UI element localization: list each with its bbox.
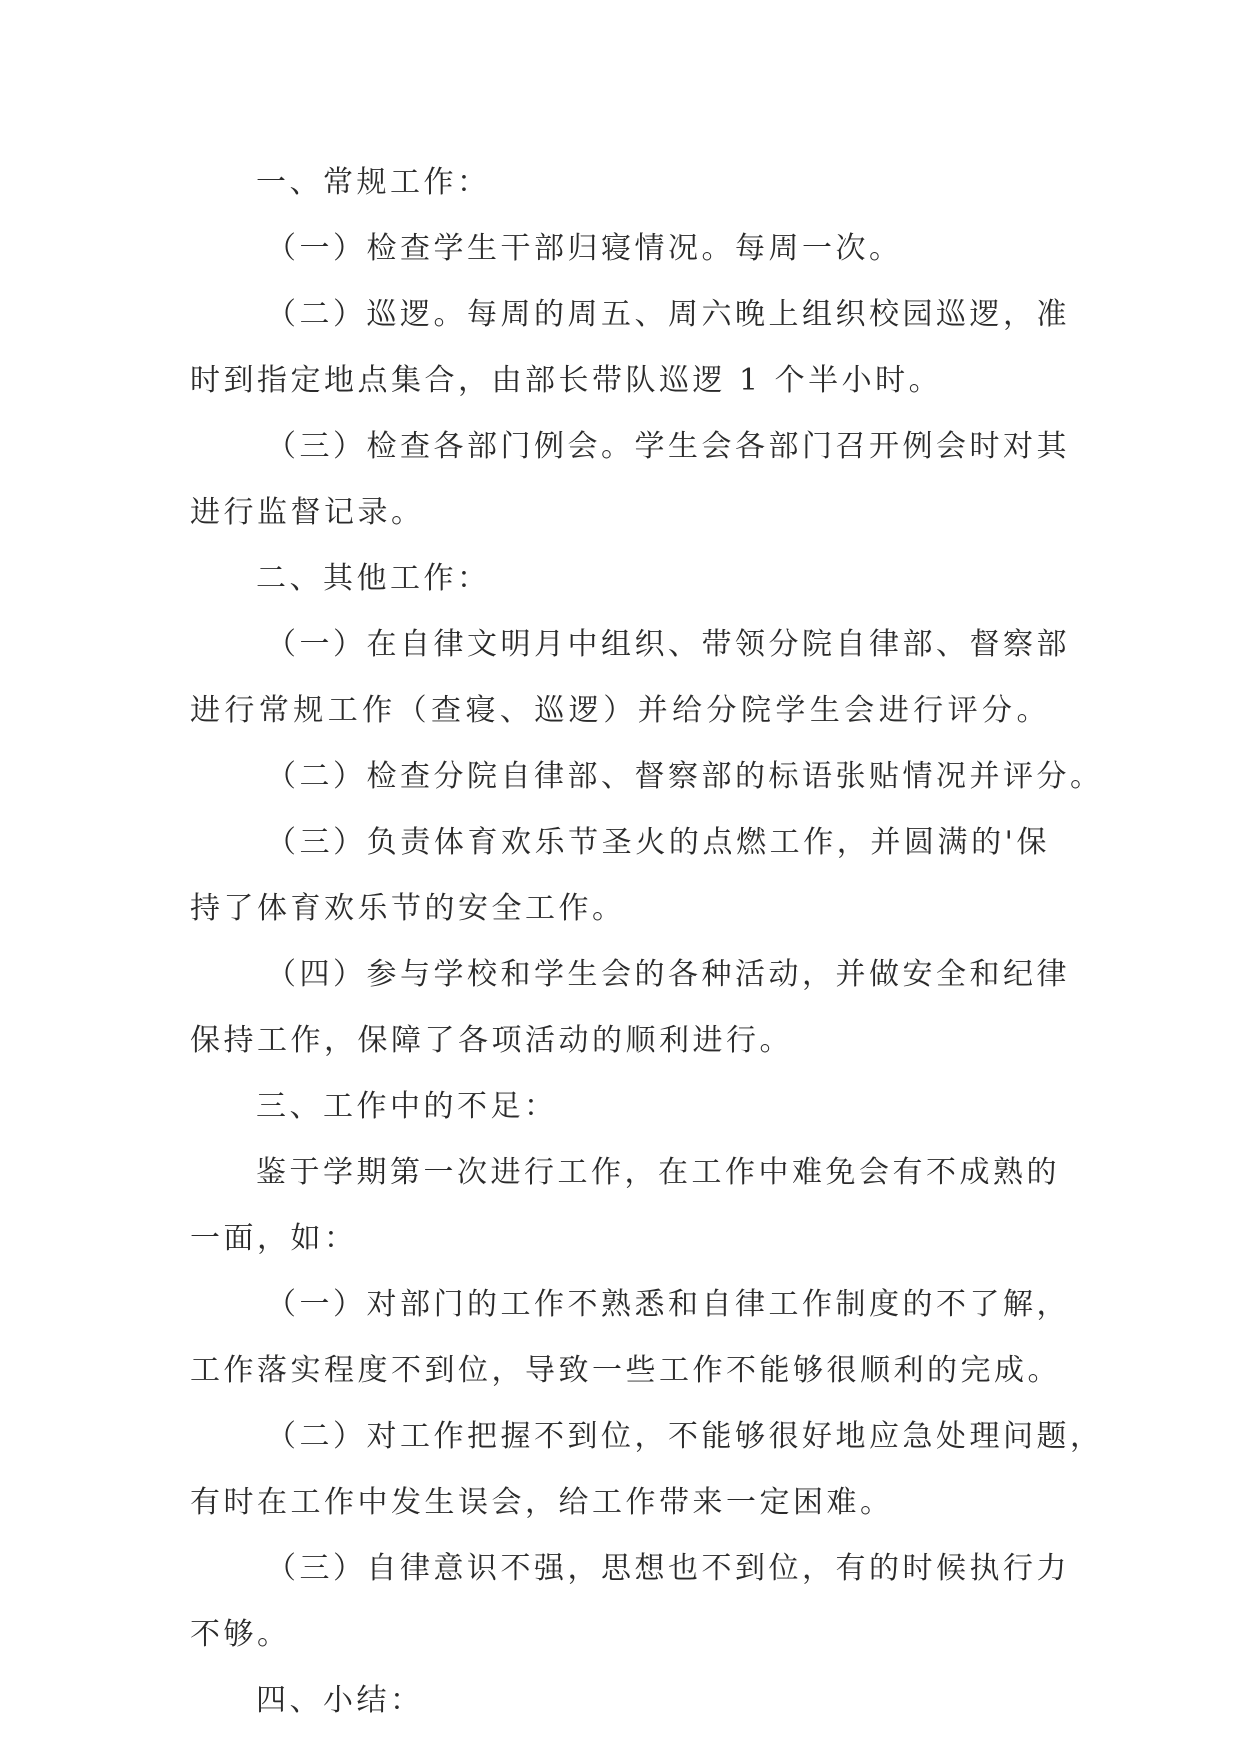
paragraph-line: 一面，如： (190, 1221, 358, 1256)
paragraph-line: （三）自律意识不强，思想也不到位，有的时候执行力 (266, 1551, 1070, 1586)
paragraph-line: （四）参与学校和学生会的各种活动，并做安全和纪律 (266, 957, 1070, 992)
paragraph-line: （二）对工作把握不到位，不能够很好地应急处理问题， (266, 1419, 1104, 1454)
paragraph-line: 工作落实程度不到位，导致一些工作不能够很顺利的完成。 (190, 1353, 1061, 1388)
paragraph-line: （一）对部门的工作不熟悉和自律工作制度的不了解， (266, 1287, 1070, 1322)
document-body (190, 150, 1104, 1734)
paragraph-line: 进行监督记录。 (190, 495, 425, 530)
paragraph-line: 有时在工作中发生误会，给工作带来一定困难。 (190, 1485, 894, 1520)
paragraph-line: 鉴于学期第一次进行工作，在工作中难免会有不成熟的 (256, 1155, 1060, 1190)
paragraph-line: 时到指定地点集合，由部长带队巡逻 1 个半小时。 (190, 363, 943, 398)
paragraph-line: 持了体育欢乐节的安全工作。 (190, 891, 626, 926)
paragraph-line: （二）巡逻。每周的周五、周六晚上组织校园巡逻，准 (266, 297, 1070, 332)
paragraph-line: （二）检查分院自律部、督察部的标语张贴情况并评分。 (266, 759, 1104, 794)
paragraph-line: 保持工作，保障了各项活动的顺利进行。 (190, 1023, 793, 1058)
heading-shortcomings: 三、工作中的不足： (256, 1089, 558, 1124)
paragraph-line: 进行常规工作（查寝、巡逻）并给分院学生会进行评分。 (190, 693, 1050, 728)
paragraph-line: （一）检查学生干部归寝情况。每周一次。 (266, 231, 903, 266)
paragraph-line: 不够。 (190, 1617, 291, 1652)
paragraph-line: （三）检查各部门例会。学生会各部门召开例会时对其 (266, 429, 1070, 464)
paragraph-line: （一）在自律文明月中组织、带领分院自律部、督察部 (266, 627, 1070, 662)
heading-other-work: 二、其他工作： (256, 561, 491, 596)
paragraph-line: （三）负责体育欢乐节圣火的点燃工作，并圆满的'保 (266, 825, 1050, 860)
heading-summary: 四、小结： (256, 1683, 424, 1718)
heading-routine-work: 一、常规工作： (256, 165, 491, 200)
